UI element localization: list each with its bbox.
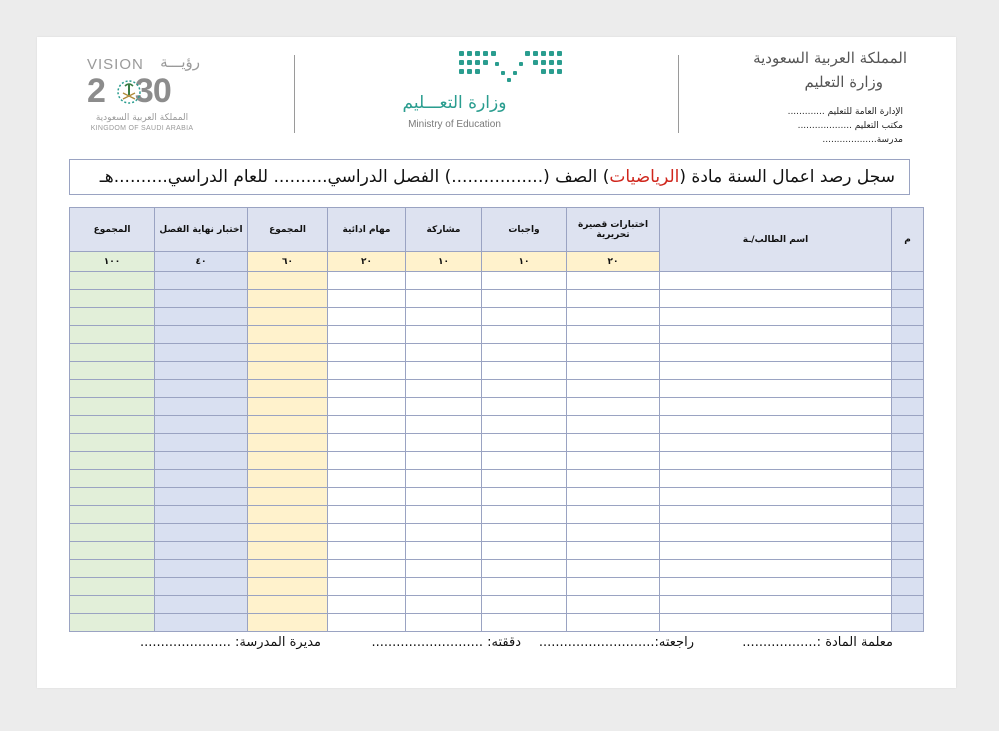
cell-number: [892, 326, 924, 344]
table-row: [70, 596, 924, 614]
cell-student-name: [660, 434, 892, 452]
cell-student-name: [660, 506, 892, 524]
cell-subtotal: [248, 542, 328, 560]
cell-performance: [328, 506, 406, 524]
document-page: [37, 37, 956, 688]
cell-participation: [406, 524, 482, 542]
cell-final-exam: [155, 380, 248, 398]
cell-final-exam: [155, 308, 248, 326]
auditor-signature: دققته: ...........................: [371, 635, 521, 650]
cell-participation: [406, 308, 482, 326]
cell-number: [892, 434, 924, 452]
cell-participation: [406, 560, 482, 578]
cell-quizzes: [567, 308, 660, 326]
cell-student-name: [660, 344, 892, 362]
table-row: [70, 380, 924, 398]
cell-student-name: [660, 614, 892, 632]
cell-participation: [406, 398, 482, 416]
kingdom-calligraphy-block: [737, 47, 907, 157]
cell-participation: [406, 416, 482, 434]
cell-number: [892, 578, 924, 596]
cell-student-name: [660, 524, 892, 542]
page-header: [37, 37, 956, 157]
cell-participation: [406, 344, 482, 362]
cell-total: [70, 380, 155, 398]
cell-total: [70, 560, 155, 578]
vision-year: 2 30: [87, 72, 171, 110]
cell-number: [892, 344, 924, 362]
cell-performance: [328, 272, 406, 290]
cell-participation: [406, 272, 482, 290]
cell-total: [70, 542, 155, 560]
table-row: [70, 434, 924, 452]
cell-homework: [482, 506, 567, 524]
cell-quizzes: [567, 614, 660, 632]
col-header-student-name: اسم الطالب/ـة: [660, 208, 892, 272]
header-divider-right: [678, 55, 679, 133]
cell-homework: [482, 452, 567, 470]
cell-student-name: [660, 488, 892, 506]
cell-total: [70, 398, 155, 416]
cell-total: [70, 344, 155, 362]
cell-number: [892, 362, 924, 380]
cell-homework: [482, 362, 567, 380]
cell-student-name: [660, 416, 892, 434]
cell-performance: [328, 362, 406, 380]
cell-homework: [482, 596, 567, 614]
cell-subtotal: [248, 344, 328, 362]
cell-subtotal: [248, 452, 328, 470]
max-score-quizzes: ٢٠: [567, 252, 660, 272]
table-row: [70, 506, 924, 524]
cell-total: [70, 272, 155, 290]
table-header-row: [70, 208, 924, 252]
col-header-performance: مهام ادائية: [328, 208, 406, 252]
cell-performance: [328, 434, 406, 452]
cell-participation: [406, 578, 482, 596]
cell-final-exam: [155, 506, 248, 524]
vision-kingdom-arabic: المملكة العربية السعودية: [95, 113, 189, 123]
table-row: [70, 308, 924, 326]
cell-homework: [482, 326, 567, 344]
cell-performance: [328, 452, 406, 470]
cell-performance: [328, 614, 406, 632]
table-row: [70, 362, 924, 380]
cell-homework: [482, 416, 567, 434]
cell-total: [70, 596, 155, 614]
max-score-participation: ١٠: [406, 252, 482, 272]
cell-final-exam: [155, 596, 248, 614]
cell-final-exam: [155, 560, 248, 578]
cell-participation: [406, 596, 482, 614]
cell-homework: [482, 398, 567, 416]
cell-number: [892, 596, 924, 614]
cell-quizzes: [567, 524, 660, 542]
table-row: [70, 398, 924, 416]
cell-number: [892, 380, 924, 398]
cell-student-name: [660, 470, 892, 488]
cell-total: [70, 362, 155, 380]
cell-subtotal: [248, 524, 328, 542]
cell-total: [70, 578, 155, 596]
cell-homework: [482, 488, 567, 506]
cell-total: [70, 524, 155, 542]
cell-subtotal: [248, 416, 328, 434]
cell-quizzes: [567, 290, 660, 308]
cell-performance: [328, 488, 406, 506]
table-row: [70, 578, 924, 596]
table-row: [70, 470, 924, 488]
cell-participation: [406, 290, 482, 308]
cell-participation: [406, 614, 482, 632]
col-header-number: م: [892, 208, 924, 272]
cell-subtotal: [248, 506, 328, 524]
table-row: [70, 290, 924, 308]
col-header-quizzes: اختبارات قصيرة تحريرية: [567, 208, 660, 252]
teacher-signature: معلمة المادة :..................: [742, 635, 893, 650]
cell-quizzes: [567, 434, 660, 452]
cell-subtotal: [248, 488, 328, 506]
table-row: [70, 614, 924, 632]
title-prefix: سجل رصد اعمال السنة مادة (: [679, 167, 895, 187]
cell-participation: [406, 452, 482, 470]
cell-participation: [406, 488, 482, 506]
cell-performance: [328, 470, 406, 488]
cell-homework: [482, 578, 567, 596]
cell-number: [892, 290, 924, 308]
cell-performance: [328, 542, 406, 560]
cell-student-name: [660, 452, 892, 470]
ministry-name-arabic: وزارة التعـــليم: [402, 93, 507, 113]
cell-student-name: [660, 380, 892, 398]
cell-number: [892, 488, 924, 506]
cell-performance: [328, 290, 406, 308]
cell-student-name: [660, 326, 892, 344]
cell-homework: [482, 560, 567, 578]
cell-student-name: [660, 308, 892, 326]
cell-quizzes: [567, 506, 660, 524]
table-row: [70, 542, 924, 560]
cell-student-name: [660, 560, 892, 578]
cell-subtotal: [248, 578, 328, 596]
cell-participation: [406, 542, 482, 560]
cell-student-name: [660, 272, 892, 290]
cell-subtotal: [248, 308, 328, 326]
cell-participation: [406, 362, 482, 380]
max-score-homework: ١٠: [482, 252, 567, 272]
cell-quizzes: [567, 416, 660, 434]
cell-homework: [482, 308, 567, 326]
max-score-final-exam: ٤٠: [155, 252, 248, 272]
cell-final-exam: [155, 614, 248, 632]
moe-dots-logo-icon: [457, 49, 567, 85]
table-row: [70, 416, 924, 434]
cell-quizzes: [567, 380, 660, 398]
reviewer-signature: راجعته:............................: [538, 635, 694, 650]
cell-final-exam: [155, 272, 248, 290]
cell-total: [70, 434, 155, 452]
table-row: [70, 344, 924, 362]
cell-final-exam: [155, 416, 248, 434]
header-divider-left: [294, 55, 295, 133]
signature-footer: [37, 635, 956, 659]
cell-quizzes: [567, 488, 660, 506]
cell-final-exam: [155, 488, 248, 506]
title-suffix: ) الصف (.................) الفصل الدراسي.......... للعام الدراسي..........هـ: [99, 167, 610, 187]
col-header-participation: مشاركة: [406, 208, 482, 252]
cell-subtotal: [248, 614, 328, 632]
education-office-line: مكتب التعليم ...................: [797, 121, 903, 131]
max-score-performance: ٢٠: [328, 252, 406, 272]
cell-number: [892, 452, 924, 470]
table-row: [70, 488, 924, 506]
cell-number: [892, 416, 924, 434]
cell-performance: [328, 308, 406, 326]
table-row: [70, 326, 924, 344]
cell-homework: [482, 470, 567, 488]
cell-homework: [482, 524, 567, 542]
cell-subtotal: [248, 596, 328, 614]
cell-number: [892, 560, 924, 578]
cell-performance: [328, 578, 406, 596]
cell-quizzes: [567, 470, 660, 488]
school-name-line: مدرسة...................: [822, 135, 903, 145]
col-header-homework: واجبات: [482, 208, 567, 252]
cell-total: [70, 326, 155, 344]
cell-homework: [482, 290, 567, 308]
cell-quizzes: [567, 344, 660, 362]
cell-performance: [328, 524, 406, 542]
table-row: [70, 524, 924, 542]
cell-quizzes: [567, 542, 660, 560]
cell-participation: [406, 380, 482, 398]
cell-performance: [328, 326, 406, 344]
cell-quizzes: [567, 452, 660, 470]
cell-subtotal: [248, 290, 328, 308]
cell-subtotal: [248, 380, 328, 398]
principal-signature: مديرة المدرسة: ......................: [140, 635, 321, 650]
cell-total: [70, 308, 155, 326]
cell-total: [70, 488, 155, 506]
cell-final-exam: [155, 452, 248, 470]
cell-number: [892, 542, 924, 560]
vision-word: VISION: [87, 56, 144, 73]
cell-final-exam: [155, 344, 248, 362]
cell-performance: [328, 398, 406, 416]
ministry-calligraphy-title: وزارة التعليم: [804, 73, 883, 91]
cell-homework: [482, 344, 567, 362]
cell-final-exam: [155, 434, 248, 452]
cell-student-name: [660, 596, 892, 614]
cell-quizzes: [567, 326, 660, 344]
cell-student-name: [660, 578, 892, 596]
cell-subtotal: [248, 434, 328, 452]
cell-participation: [406, 506, 482, 524]
cell-homework: [482, 380, 567, 398]
cell-subtotal: [248, 362, 328, 380]
cell-number: [892, 272, 924, 290]
record-title: [69, 159, 910, 195]
cell-final-exam: [155, 470, 248, 488]
cell-student-name: [660, 542, 892, 560]
cell-quizzes: [567, 398, 660, 416]
title-subject: الرياضيات: [609, 167, 680, 187]
cell-homework: [482, 614, 567, 632]
cell-total: [70, 506, 155, 524]
cell-homework: [482, 434, 567, 452]
max-score-total: ١٠٠: [70, 252, 155, 272]
cell-homework: [482, 272, 567, 290]
cell-student-name: [660, 398, 892, 416]
cell-total: [70, 614, 155, 632]
cell-subtotal: [248, 470, 328, 488]
cell-participation: [406, 434, 482, 452]
student-rows: [70, 272, 924, 632]
cell-total: [70, 470, 155, 488]
cell-performance: [328, 560, 406, 578]
saudi-emblem-icon: [116, 79, 142, 105]
table-row: [70, 560, 924, 578]
cell-total: [70, 416, 155, 434]
cell-final-exam: [155, 578, 248, 596]
col-header-final-exam: اختبار نهاية الفصل: [155, 208, 248, 252]
cell-subtotal: [248, 326, 328, 344]
cell-final-exam: [155, 524, 248, 542]
cell-student-name: [660, 362, 892, 380]
cell-participation: [406, 470, 482, 488]
cell-performance: [328, 344, 406, 362]
cell-quizzes: [567, 362, 660, 380]
cell-subtotal: [248, 398, 328, 416]
cell-number: [892, 614, 924, 632]
cell-performance: [328, 416, 406, 434]
cell-final-exam: [155, 542, 248, 560]
cell-homework: [482, 542, 567, 560]
ministry-name-english: Ministry of Education: [408, 119, 501, 130]
cell-quizzes: [567, 272, 660, 290]
cell-performance: [328, 380, 406, 398]
cell-quizzes: [567, 578, 660, 596]
table-row: [70, 452, 924, 470]
cell-final-exam: [155, 326, 248, 344]
cell-number: [892, 308, 924, 326]
cell-performance: [328, 596, 406, 614]
cell-quizzes: [567, 596, 660, 614]
cell-number: [892, 506, 924, 524]
vision-arabic-word: رؤيـــة: [160, 53, 200, 71]
max-score-subtotal: ٦٠: [248, 252, 328, 272]
cell-subtotal: [248, 272, 328, 290]
grades-table: [69, 207, 924, 632]
cell-total: [70, 452, 155, 470]
vision-kingdom-english: KINGDOM OF SAUDI ARABIA: [90, 125, 194, 132]
cell-participation: [406, 326, 482, 344]
cell-quizzes: [567, 560, 660, 578]
table-row: [70, 272, 924, 290]
cell-subtotal: [248, 560, 328, 578]
col-header-total: المجموع: [70, 208, 155, 252]
cell-final-exam: [155, 398, 248, 416]
vision-2030-logo: [87, 55, 202, 135]
cell-total: [70, 290, 155, 308]
kingdom-calligraphy-title: المملكة العربية السعودية: [753, 49, 907, 67]
cell-final-exam: [155, 362, 248, 380]
cell-final-exam: [155, 290, 248, 308]
cell-number: [892, 470, 924, 488]
col-header-subtotal: المجموع: [248, 208, 328, 252]
education-admin-line: الإدارة العامة للتعليم .............: [787, 107, 903, 117]
cell-number: [892, 524, 924, 542]
cell-number: [892, 398, 924, 416]
cell-student-name: [660, 290, 892, 308]
ministry-of-education-logo: [397, 49, 567, 139]
